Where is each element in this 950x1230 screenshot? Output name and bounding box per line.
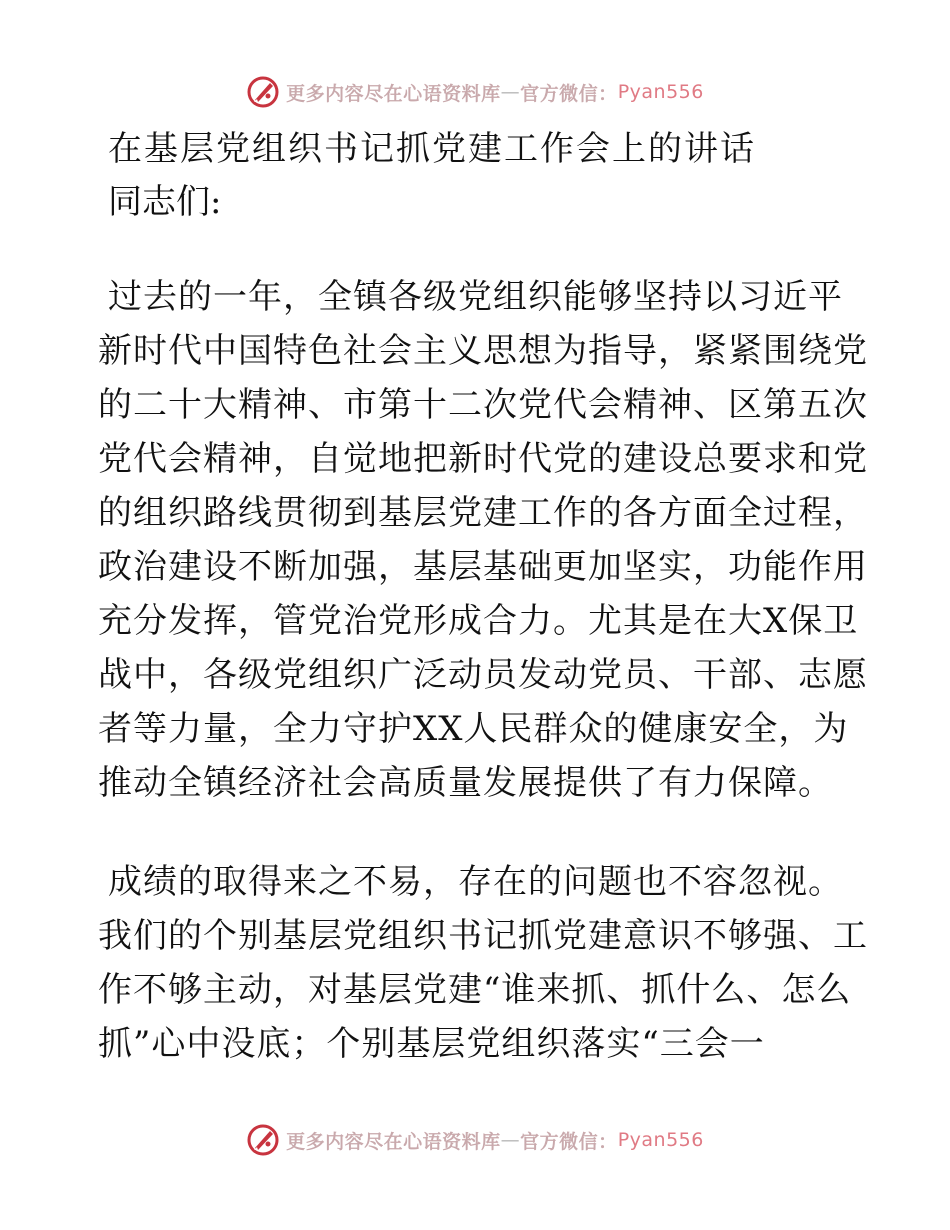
salutation: 同志们:	[108, 182, 222, 222]
watermark-main: 更多内容尽在心语资料库	[286, 1130, 501, 1153]
paragraph-line: 的组织路线贯彻到基层党建工作的各方面全过程，	[98, 493, 868, 533]
paragraph-1	[98, 270, 868, 810]
watermark-dash: —	[500, 1129, 521, 1151]
paragraph-line: 抓”心中没底；个别基层党组织落实“三会一	[98, 1024, 765, 1064]
paragraph-line: 者等力量，全力守护XX人民群众的健康安全，为	[98, 709, 849, 749]
watermark-main: 更多内容尽在心语资料库	[286, 82, 501, 105]
paragraph-line: 推动全镇经济社会高质量发展提供了有力保障。	[98, 763, 833, 803]
watermark-footer	[0, 1120, 950, 1160]
paragraph-line: 作不够主动，对基层党建“谁来抓、抓什么、怎么	[98, 970, 852, 1010]
paragraph-line: 战中，各级党组织广泛动员发动党员、干部、志愿	[98, 655, 868, 695]
watermark-dash: —	[500, 81, 521, 103]
watermark-label: 官方微信：	[520, 82, 618, 105]
watermark-header	[0, 72, 950, 112]
paragraph-line: 我们的个别基层党组织书记抓党建意识不够强、工	[98, 916, 868, 956]
paragraph-2	[98, 855, 868, 1071]
paragraph-line: 的二十大精神、市第十二次党代会精神、区第五次	[98, 385, 868, 425]
watermark-id: Pyan556	[617, 81, 704, 103]
paragraph-line: 政治建设不断加强，基层基础更加坚实，功能作用	[98, 547, 868, 587]
paragraph-line: 过去的一年，全镇各级党组织能够坚持以习近平	[108, 277, 843, 317]
paragraph-line: 成绩的取得来之不易，存在的问题也不容忽视。	[108, 862, 843, 902]
watermark-label: 官方微信：	[520, 1130, 618, 1153]
quill-logo-icon	[246, 75, 280, 109]
paragraph-line: 党代会精神，自觉地把新时代党的建设总要求和党	[98, 439, 868, 479]
watermark-text	[286, 1127, 704, 1154]
watermark-id: Pyan556	[617, 1129, 704, 1151]
quill-logo-icon	[246, 1123, 280, 1157]
watermark-text	[286, 79, 704, 106]
paragraph-line: 充分发挥，管党治党形成合力。尤其是在大X保卫	[98, 601, 859, 641]
document-title: 在基层党组织书记抓党建工作会上的讲话	[108, 129, 756, 169]
paragraph-line: 新时代中国特色社会主义思想为指导，紧紧围绕党	[98, 331, 868, 371]
